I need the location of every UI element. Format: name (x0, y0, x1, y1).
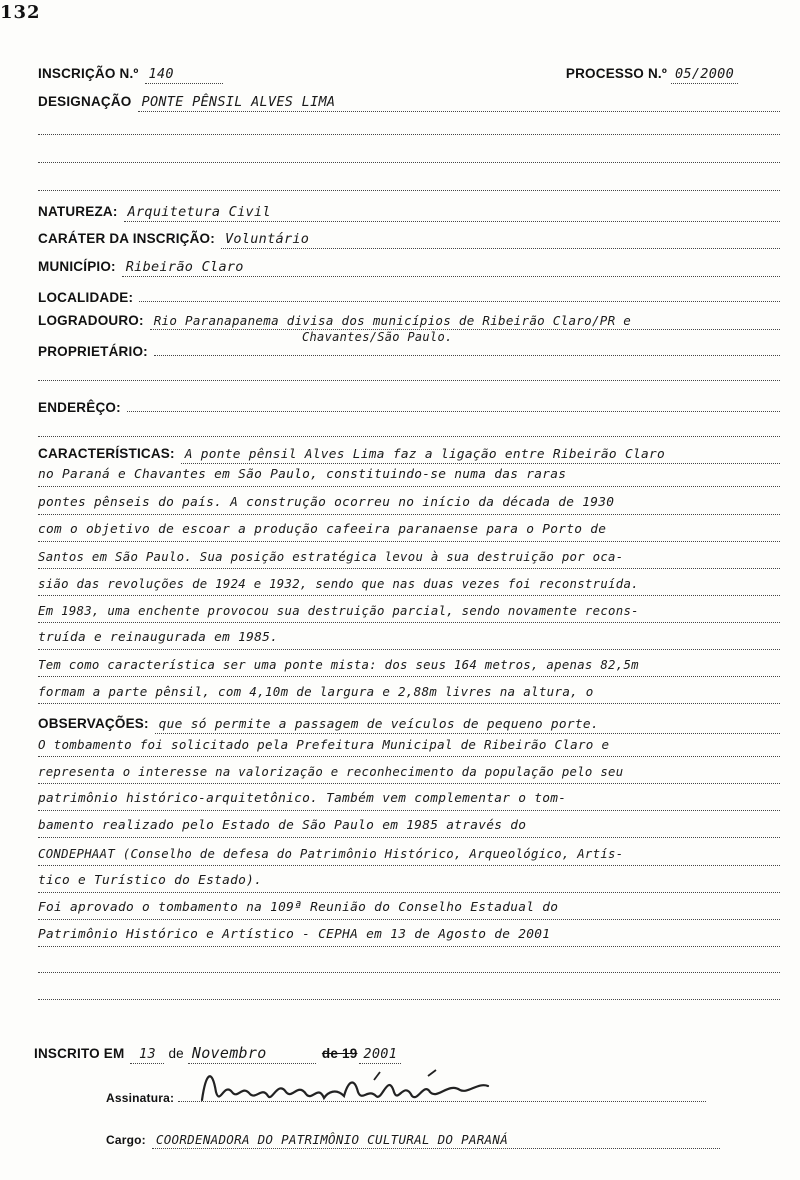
caracteristicas-line: truída e reinaugurada em 1985. (38, 627, 780, 650)
caracteristicas-line: no Paraná e Chavantes em São Paulo, constituindo-se numa das raras (38, 464, 780, 487)
natureza-value: Arquitetura Civil (124, 204, 780, 222)
inscrito-month: Novembro (188, 1044, 316, 1064)
caracteristicas-line: Em 1983, uma enchente provocou sua destruição parcial, sendo novamente recons- (38, 600, 780, 623)
header-row (38, 66, 780, 84)
observacoes-line: representa o interesse na valorização e reconhecimento da população pelo seu (38, 761, 780, 784)
proprietario-value (154, 340, 780, 356)
blank-line (38, 190, 780, 191)
designacao-label: DESIGNAÇÃO (38, 94, 132, 109)
municipio-value: Ribeirão Claro (122, 259, 780, 277)
designacao-row (38, 94, 780, 112)
caracteristicas-label: CARACTERÍSTICAS: (38, 446, 175, 461)
processo-value: 05/2000 (671, 66, 738, 84)
carater-label: CARÁTER DA INSCRIÇÃO: (38, 231, 215, 246)
municipio-row (38, 259, 780, 277)
endereco-value (127, 396, 780, 412)
observacoes-line: bamento realizado pelo Estado de São Paulo em 1985 através do (38, 815, 780, 838)
observacoes-line: que só permite a passagem de veículos de pequeno porte. (155, 717, 780, 734)
localidade-value (139, 286, 780, 302)
logradouro-label: LOGRADOURO: (38, 313, 144, 328)
de-label: de (168, 1046, 184, 1061)
observacoes-line: CONDEPHAAT (Conselho de defesa do Patrimônio Histórico, Arqueológico, Artís- (38, 843, 780, 866)
inscrito-row (34, 1044, 780, 1064)
natureza-row (38, 204, 780, 222)
logradouro-value-line1: Rio Paranapanema divisa dos municípios de Ribeirão Claro/PR e (150, 313, 780, 330)
caracteristicas-line: sião das revoluções de 1924 e 1932, sendo que nas duas vezes foi reconstruída. (38, 573, 780, 596)
proprietario-row (38, 340, 780, 359)
caracteristicas-line: A ponte pênsil Alves Lima faz a ligação entre Ribeirão Claro (181, 447, 780, 464)
assinatura-label: Assinatura: (106, 1091, 175, 1105)
inscricao-label: INSCRIÇÃO N.º (38, 66, 139, 81)
blank-line (38, 380, 780, 381)
endereco-label: ENDERÊÇO: (38, 400, 121, 415)
inscrito-day: 13 (130, 1046, 164, 1064)
blank-line (38, 999, 780, 1000)
inscricao-value: 140 (145, 66, 223, 84)
observacoes-line: patrimônio histórico-arquitetônico. Também vem complementar o tom- (38, 788, 780, 811)
proprietario-label: PROPRIETÁRIO: (38, 344, 148, 359)
observacoes-line: tico e Turístico do Estado). (38, 870, 780, 893)
observacoes-line: Patrimônio Histórico e Artístico - CEPHA em 13 de Agosto de 2001 (38, 924, 780, 947)
caracteristicas-line: Santos em São Paulo. Sua posição estratégica levou à sua destruição por oca- (38, 546, 780, 569)
cargo-label: Cargo: (106, 1133, 146, 1147)
blank-line (38, 162, 780, 163)
inscrito-label: INSCRITO EM (34, 1046, 125, 1061)
endereco-row (38, 396, 780, 415)
carater-row (38, 231, 780, 249)
designacao-value: PONTE PÊNSIL ALVES LIMA (138, 94, 780, 112)
localidade-label: LOCALIDADE: (38, 290, 134, 305)
de-19-label: de 19 (321, 1046, 358, 1061)
blank-line (38, 134, 780, 135)
blank-line (38, 972, 780, 973)
caracteristicas-line: pontes pênseis do país. A construção ocorreu no início da década de 1930 (38, 492, 780, 515)
logradouro-row (38, 313, 780, 330)
observacoes-line: O tombamento foi solicitado pela Prefeitura Municipal de Ribeirão Claro e (38, 734, 780, 757)
processo-label: PROCESSO N.º (565, 66, 667, 81)
caracteristicas-line: Tem como característica ser uma ponte mista: dos seus 164 metros, apenas 82,5m (38, 654, 780, 677)
blank-line (38, 436, 780, 437)
signature (198, 1062, 498, 1112)
natureza-label: NATUREZA: (38, 204, 118, 219)
caracteristicas-line: com o objetivo de escoar a produção cafeeira paranaense para o Porto de (38, 519, 780, 542)
caracteristicas-row (38, 446, 780, 464)
caracteristicas-line: formam a parte pênsil, com 4,10m de largura e 2,88m livres na altura, o (38, 681, 780, 704)
cargo-row (106, 1132, 780, 1149)
localidade-row (38, 286, 780, 305)
municipio-label: MUNICÍPIO: (38, 259, 116, 274)
inscrito-year: 2001 (359, 1046, 401, 1064)
observacoes-row (38, 716, 780, 734)
carater-value: Voluntário (221, 231, 780, 249)
logradouro-value-line2: Chavantes/São Paulo. (302, 330, 453, 344)
page-number: 132 (0, 2, 41, 23)
cargo-value: COORDENADORA DO PATRIMÔNIO CULTURAL DO PARANÁ (152, 1132, 720, 1149)
observacoes-line: Foi aprovado o tombamento na 109ª Reunião do Conselho Estadual do (38, 897, 780, 920)
observacoes-label: OBSERVAÇÕES: (38, 716, 149, 731)
